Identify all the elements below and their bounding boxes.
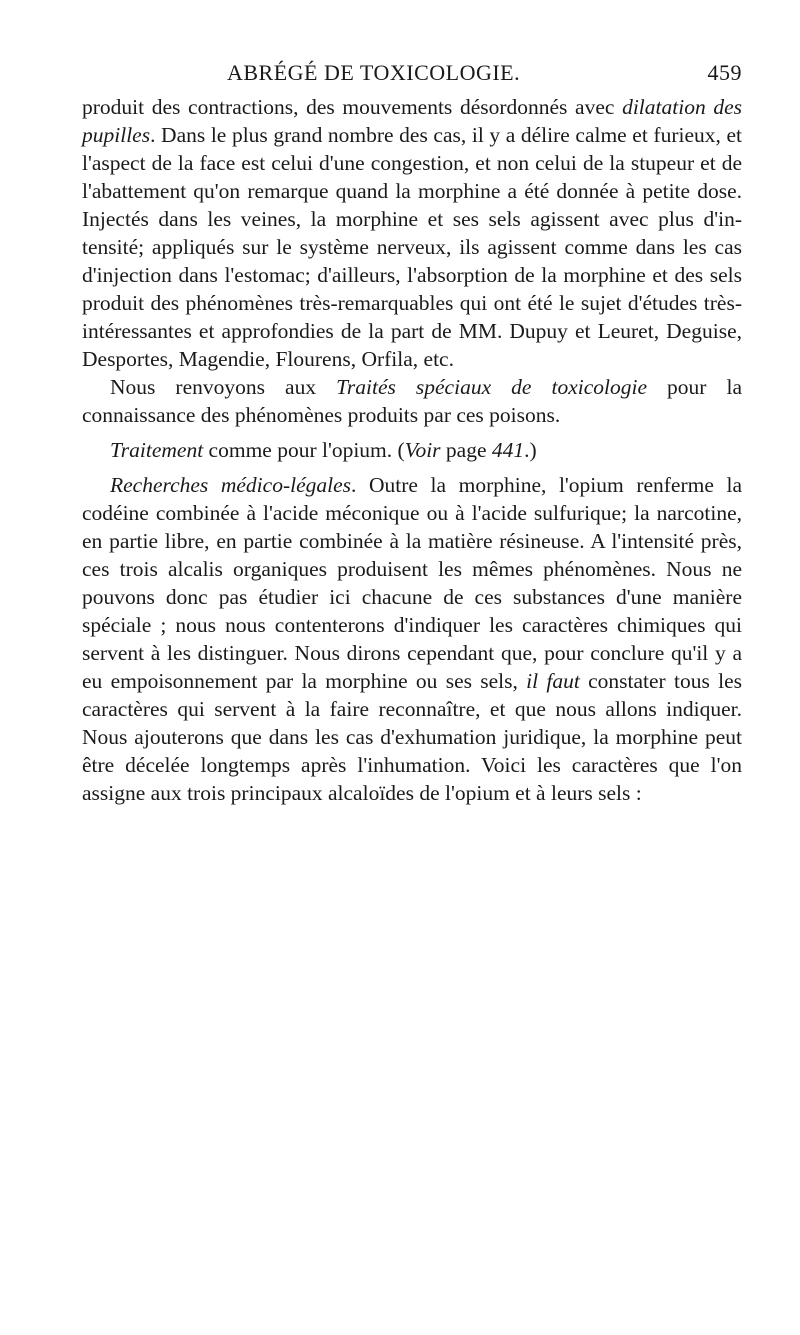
text-run: . Dans le plus grand nombre des cas, il y a délire calme et furieux, et l'aspect de la face est celui d'une congestion, et non celui de la stupeur et de l'abattement qu'on remarque quand la morphine a été donnée à petite dose. Injectés dans les veines, la morphine et ses sels agissent avec plus d'intensité; appliqués sur le système nerveux, ils agissent comme dans les cas d'injection dans l'estomac; d'ailleurs, l'absorption de la morphine et des sels produit des phénomènes très-remarquables qui ont été le sujet d'études très-intéressantes et approfondies de la part de MM. Dupuy et Leuret, Deguise, Desportes, Magendie, Flourens, Orfila, etc.	[82, 123, 742, 371]
italic-run: Traitement	[110, 438, 204, 462]
body-text	[82, 93, 742, 807]
italic-run: il faut	[526, 669, 580, 693]
italic-run: Traités spéciaux de toxicologie	[336, 375, 647, 399]
running-title: ABRÉGÉ DE TOXICOLOGIE.	[227, 60, 521, 85]
paragraph-symptoms	[82, 93, 742, 373]
text-run: . Outre la morphine, l'opium renferme la codéine combinée à l'acide méconique ou à l'acide sulfurique; la narcotine, en partie libre, en partie combinée à la matière résineuse. A l'intensité près, ces trois alcalis organiques produisent les mêmes phénomènes. Nous ne pouvons donc pas étudier ici chacune de ces substances d'une manière spéciale ; nous nous contenterons d'indiquer les caractères chimiques qui servent à les distinguer. Nous dirons cependant que, pour conclure qu'il y a eu empoisonnement par la morphine ou ses sels,	[82, 473, 742, 693]
italic-run: dilatation des pupilles	[82, 95, 742, 147]
italic-run: 441	[491, 438, 525, 462]
text-run: produit des contractions, des mouvements désordonnés avec	[82, 95, 623, 119]
text-run: constater tous les caractères qui servent à la faire reconnaître, et que nous allons indiquer. Nous ajouterons que dans les cas d'exhumation juridique, la morphine peut être décelée longtemps après l'inhumation. Voici les caractères que l'on assigne aux trois principaux alcaloïdes de l'opium et à leurs sels :	[82, 669, 742, 805]
paragraph-treatment	[82, 436, 742, 464]
running-head	[82, 60, 742, 90]
text-run: pour la connaissance des phénomènes produits par ces poisons.	[82, 375, 742, 427]
page-number: 459	[707, 60, 742, 85]
paragraph-forensic-research	[82, 471, 742, 807]
paragraph-references	[82, 373, 742, 429]
text-run: .)	[524, 438, 537, 462]
italic-run: Recherches médico-légales	[110, 473, 352, 497]
text-run: page	[440, 438, 492, 462]
italic-run: Voir	[404, 438, 441, 462]
text-run: comme pour l'opium. (	[203, 438, 405, 462]
text-run: Nous renvoyons aux	[110, 375, 337, 399]
